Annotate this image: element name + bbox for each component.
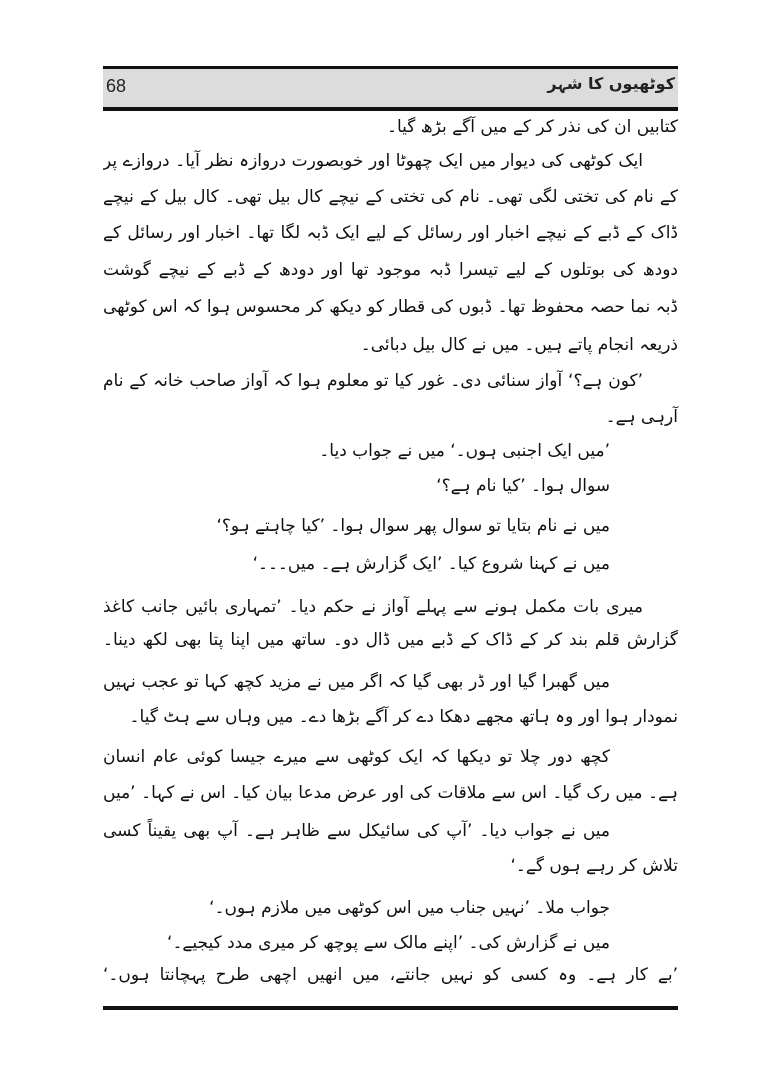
text-line: دودھ کی بوتلوں کے لیے تیسرا ڈبہ موجود تھا اور دودھ کے ڈبے کے نیچے گوشت (103, 260, 678, 280)
text-line: کتابیں ان کی نذر کر کے میں آگے بڑھ گیا۔ (386, 117, 678, 137)
text-line: میں نے گزارش کی۔ ’اپنے مالک سے پوچھ کر میری مدد کیجیے۔‘ (167, 933, 610, 953)
header-bottom-rule (103, 107, 678, 111)
text-line: جواب ملا۔ ’نہیں جناب میں اس کوٹھی میں ملازم ہوں۔‘ (209, 898, 610, 918)
text-line: ذریعہ انجام پاتے ہیں۔ میں نے کال بیل دبائی۔ (360, 335, 678, 355)
text-line: میں نے جواب دیا۔ ’آپ کی سائیکل سے ظاہر ہے۔ آپ بھی یقیناً کسی (103, 821, 610, 841)
text-line: گزارش قلم بند کر کے ڈاک کے ڈبے میں ڈال دو۔ ساتھ میں اپنا پتا بھی لکھ دینا۔ (103, 630, 678, 650)
text-line: کچھ دور چلا تو دیکھا کہ ایک کوٹھی سے میرے جیسا کوئی عام انسان (103, 747, 610, 767)
text-line: سوال ہوا۔ ’کیا نام ہے؟‘ (436, 476, 610, 496)
page-number: 68 (106, 76, 127, 96)
text-line: ڈبہ نما حصہ محفوظ تھا۔ ڈبوں کی قطار کو دیکھ کر محسوس ہوا کہ اس کوٹھی (103, 297, 678, 317)
text-line: ’بے کار ہے۔ وہ کسی کو نہیں جانتے، میں انھیں اچھی طرح پہچانتا ہوں۔‘ (103, 965, 678, 985)
text-line: ’میں ایک اجنبی ہوں۔‘ میں نے جواب دیا۔ (319, 441, 610, 461)
text-line: کے نام کی تختی لگی تھی۔ نام کی تختی کے نیچے کال بیل تھی۔ کال بیل کے نیچے (103, 187, 678, 207)
text-line: میں نے نام بتایا تو سوال پھر سوال ہوا۔ ’کیا چاہتے ہو؟‘ (216, 516, 610, 536)
text-line: ہے۔ میں رک گیا۔ اس سے ملاقات کی اور عرض مدعا بیان کیا۔ اس نے کہا۔ ’میں (103, 783, 678, 803)
text-line: تلاش کر رہے ہوں گے۔‘ (510, 856, 678, 876)
text-line: میں نے کہنا شروع کیا۔ ’ایک گزارش ہے۔ میں۔۔۔‘ (252, 554, 610, 574)
running-title: کوٹھیوں کا شہر (547, 74, 675, 93)
text-line: آرہی ہے۔ (605, 407, 678, 427)
text-line: ڈاک کے ڈبے کے نیچے اخبار اور رسائل کے لیے ایک ڈبہ لگا تھا۔ اخبار اور رسائل کے (103, 223, 678, 243)
footer-rule (103, 1006, 678, 1010)
text-line: میں گھبرا گیا اور ڈر بھی گیا کہ اگر میں نے مزید کچھ کہا تو عجب نہیں (103, 672, 610, 692)
text-line: ایک کوٹھی کی دیوار میں ایک چھوٹا اور خوبصورت دروازہ نظر آیا۔ دروازے پر (103, 151, 643, 171)
text-line: ’کون ہے؟‘ آواز سنائی دی۔ غور کیا تو معلوم ہوا کہ آواز صاحب خانہ کے نام (103, 371, 643, 391)
text-line: میری بات مکمل ہونے سے پہلے آواز نے حکم دیا۔ ’تمہاری بائیں جانب کاغذ (103, 597, 643, 617)
text-line: نمودار ہوا اور وہ ہاتھ مجھے دھکا دے کر آگے بڑھا دے۔ میں وہاں سے ہٹ گیا۔ (129, 707, 678, 727)
